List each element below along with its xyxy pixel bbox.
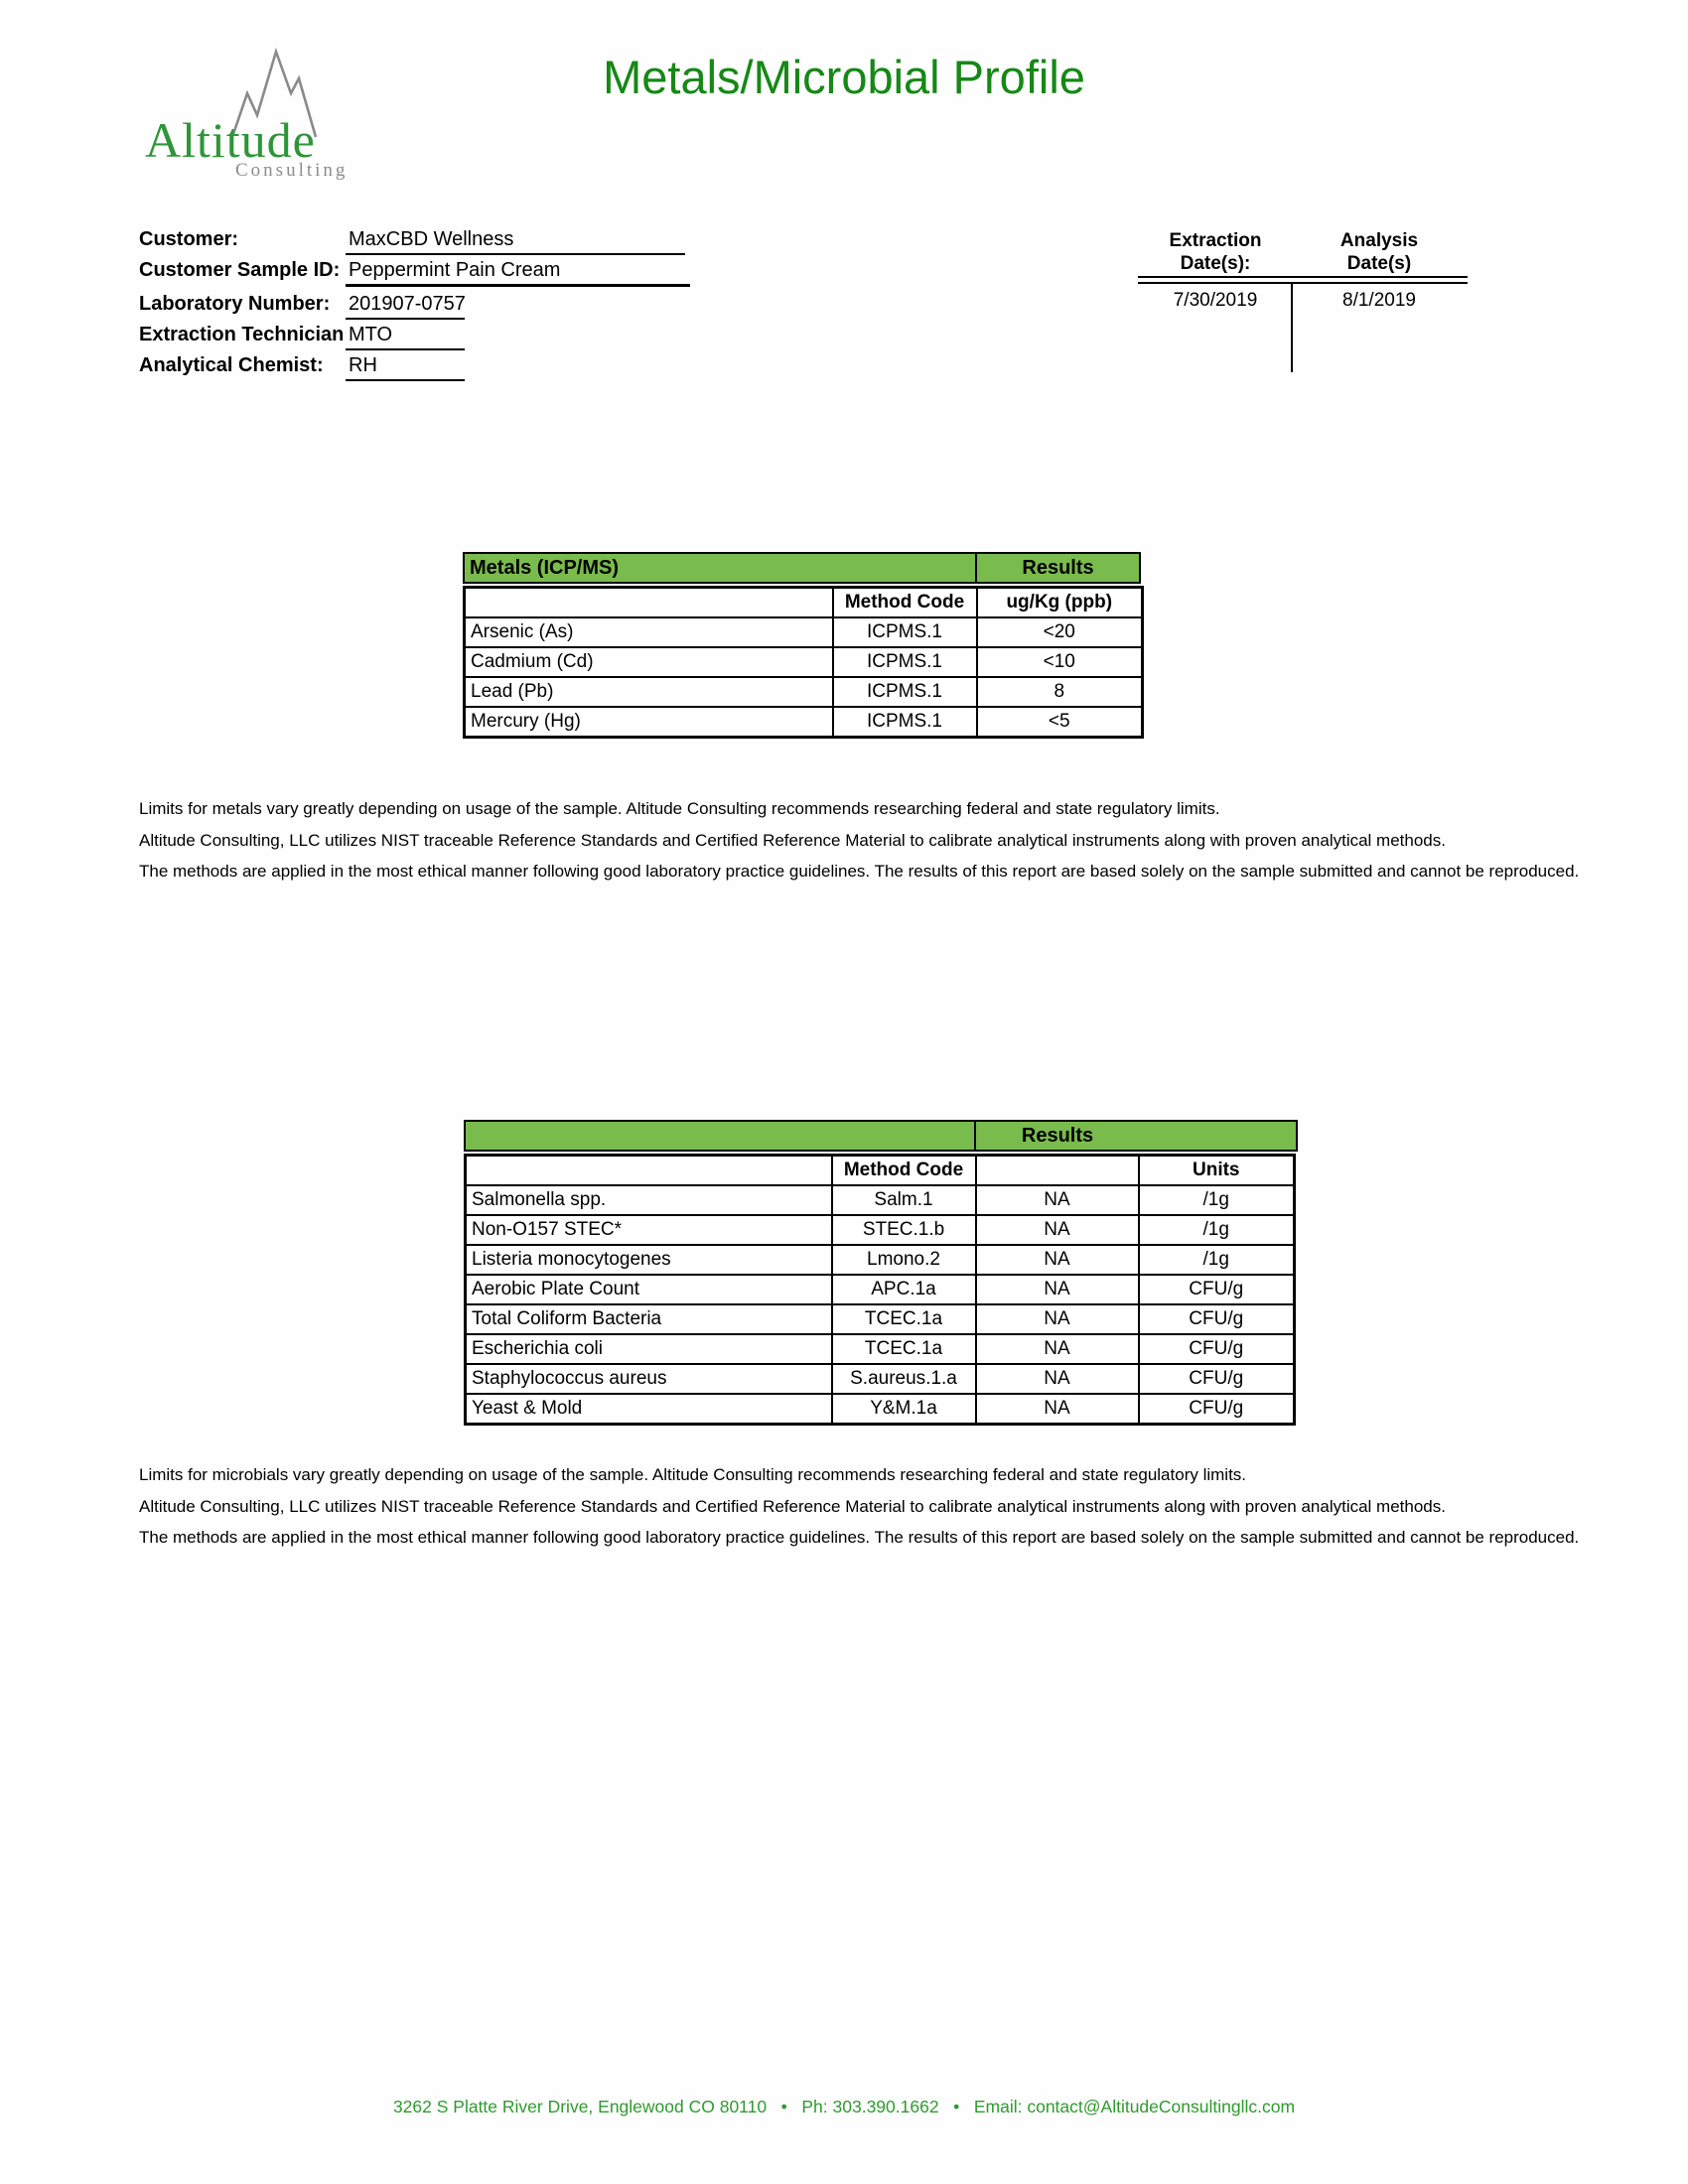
sample-id-label: Customer Sample ID: [139,259,341,281]
method-code-cell: Lmono.2 [832,1245,976,1275]
metals-table-row [465,677,1143,707]
units-header: ug/Kg (ppb) [977,588,1143,618]
method-code-cell: Salm.1 [832,1185,976,1215]
analysis-date-value: 8/1/2019 [1342,290,1416,311]
empty-header-cell [466,1156,832,1186]
method-code-cell: S.aureus.1.a [832,1364,976,1394]
microbial-header-spacer [1139,1122,1296,1150]
units-cell: /1g [1139,1245,1295,1275]
method-code-header: Method Code [833,588,977,618]
microbial-table-header-bar [464,1120,1298,1152]
empty-header-cell [465,588,833,618]
analyte-cell: Salmonella spp. [466,1185,832,1215]
dates-double-rule [1138,276,1468,284]
metals-table-row [465,707,1143,738]
analytical-chemist-value: RH [346,354,465,381]
analysis-date-header-line1: Analysis [1339,230,1419,251]
result-cell: <20 [977,617,1143,647]
disclaimer-line: Limits for metals vary greatly depending on usage of the sample. Altitude Consulting recommends researching federal and state regulatory limits. [139,799,1220,818]
result-cell: NA [976,1364,1139,1394]
method-code-cell: TCEC.1a [832,1334,976,1364]
extraction-date-value: 7/30/2019 [1173,290,1258,311]
units-cell: CFU/g [1139,1304,1295,1334]
result-cell: 8 [977,677,1143,707]
disclaimer-line: The methods are applied in the most ethical manner following good laboratory practice guidelines. The results of this report are based solely on the sample submitted and cannot be reproduced. [139,1528,1580,1547]
disclaimer-line: Altitude Consulting, LLC utilizes NIST traceable Reference Standards and Certified Reference Material to calibrate analytical instruments along with proven analytical methods. [139,1496,1446,1516]
analyte-cell: Non-O157 STEC* [466,1215,832,1245]
result-cell: <5 [977,707,1143,738]
customer-label: Customer: [139,228,239,250]
analyte-cell: Arsenic (As) [465,617,833,647]
page-title: Metals/Microbial Profile [603,51,1085,103]
result-cell: NA [976,1185,1139,1215]
metals-table-row [465,617,1143,647]
sample-id-value: Peppermint Pain Cream [346,259,690,287]
units-cell: CFU/g [1139,1364,1295,1394]
disclaimer-line: Limits for microbials vary greatly depending on usage of the sample. Altitude Consulting recommends researching federal and state regulatory limits. [139,1465,1247,1484]
method-code-header: Method Code [832,1156,976,1186]
lab-number-label: Laboratory Number: [139,293,331,315]
extraction-date-header-line2: Date(s): [1180,253,1251,274]
disclaimer-line: Altitude Consulting, LLC utilizes NIST traceable Reference Standards and Certified Reference Material to calibrate analytical instruments along with proven analytical methods. [139,830,1446,850]
method-code-cell: TCEC.1a [832,1304,976,1334]
microbial-results-header: Results [1021,1124,1094,1147]
footer-contact-info: 3262 S Platte River Drive, Englewood CO 80110 • Ph: 303.390.1662 • Email: contact@AltitudeConsultingllc.com [392,2097,1296,2116]
metals-column-header-row [465,588,1143,618]
metals-results-header: Results [1022,556,1094,579]
units-cell: CFU/g [1139,1394,1295,1425]
analyte-cell: Staphylococcus aureus [466,1364,832,1394]
analyte-cell: Listeria monocytogenes [466,1245,832,1275]
analyte-cell: Aerobic Plate Count [466,1275,832,1304]
result-cell: NA [976,1334,1139,1364]
metals-section-header: Metals (ICP/MS) [465,554,977,582]
result-cell: NA [976,1304,1139,1334]
units-cell: /1g [1139,1185,1295,1215]
units-cell: CFU/g [1139,1334,1295,1364]
analyte-cell: Lead (Pb) [465,677,833,707]
method-code-cell: Y&M.1a [832,1394,976,1425]
units-header: Units [1139,1156,1295,1186]
metals-table-header-bar [463,552,1141,584]
empty-results-cell [976,1156,1139,1186]
result-cell: NA [976,1275,1139,1304]
logo-tagline: Consulting [235,160,349,181]
result-cell: NA [976,1215,1139,1245]
method-code-cell: ICPMS.1 [833,617,977,647]
method-code-cell: ICPMS.1 [833,707,977,738]
microbial-table-row [466,1275,1295,1304]
analyte-cell: Total Coliform Bacteria [466,1304,832,1334]
microbial-table-row [466,1394,1295,1425]
analysis-date-header [1303,229,1456,275]
microbial-table-row [466,1185,1295,1215]
extraction-tech-value: MTO [346,324,465,350]
extraction-date-header [1140,229,1291,275]
analyte-cell: Yeast & Mold [466,1394,832,1425]
result-cell: NA [976,1394,1139,1425]
extraction-date-header-line1: Extraction [1169,230,1262,251]
method-code-cell: ICPMS.1 [833,677,977,707]
logo-brand: Altitude [145,112,316,168]
microbial-column-header-row [466,1156,1295,1186]
disclaimer-line: The methods are applied in the most ethical manner following good laboratory practice guidelines. The results of this report are based solely on the sample submitted and cannot be reproduced. [139,862,1580,881]
analysis-date-header-line2: Date(s) [1346,253,1412,274]
lab-number-value: 201907-0757 [346,293,465,320]
analyte-cell: Cadmium (Cd) [465,647,833,677]
dates-divider-line [1291,282,1293,372]
method-code-cell: ICPMS.1 [833,647,977,677]
metals-disclaimer [139,799,1628,893]
result-cell: <10 [977,647,1143,677]
microbial-table-row [466,1215,1295,1245]
microbial-section-header [466,1122,976,1150]
metals-table [463,586,1144,739]
microbial-table-row [466,1364,1295,1394]
microbial-table-row [466,1334,1295,1364]
method-code-cell: STEC.1.b [832,1215,976,1245]
method-code-cell: APC.1a [832,1275,976,1304]
extraction-tech-label: Extraction Technician [139,324,345,345]
analyte-cell: Mercury (Hg) [465,707,833,738]
microbial-disclaimer [139,1465,1628,1560]
metals-table-row [465,647,1143,677]
microbial-table-row [466,1304,1295,1334]
result-cell: NA [976,1245,1139,1275]
customer-value: MaxCBD Wellness [346,228,685,255]
analytical-chemist-label: Analytical Chemist: [139,354,324,376]
units-cell: /1g [1139,1215,1295,1245]
microbial-table-row [466,1245,1295,1275]
units-cell: CFU/g [1139,1275,1295,1304]
analyte-cell: Escherichia coli [466,1334,832,1364]
microbial-table [464,1154,1296,1426]
